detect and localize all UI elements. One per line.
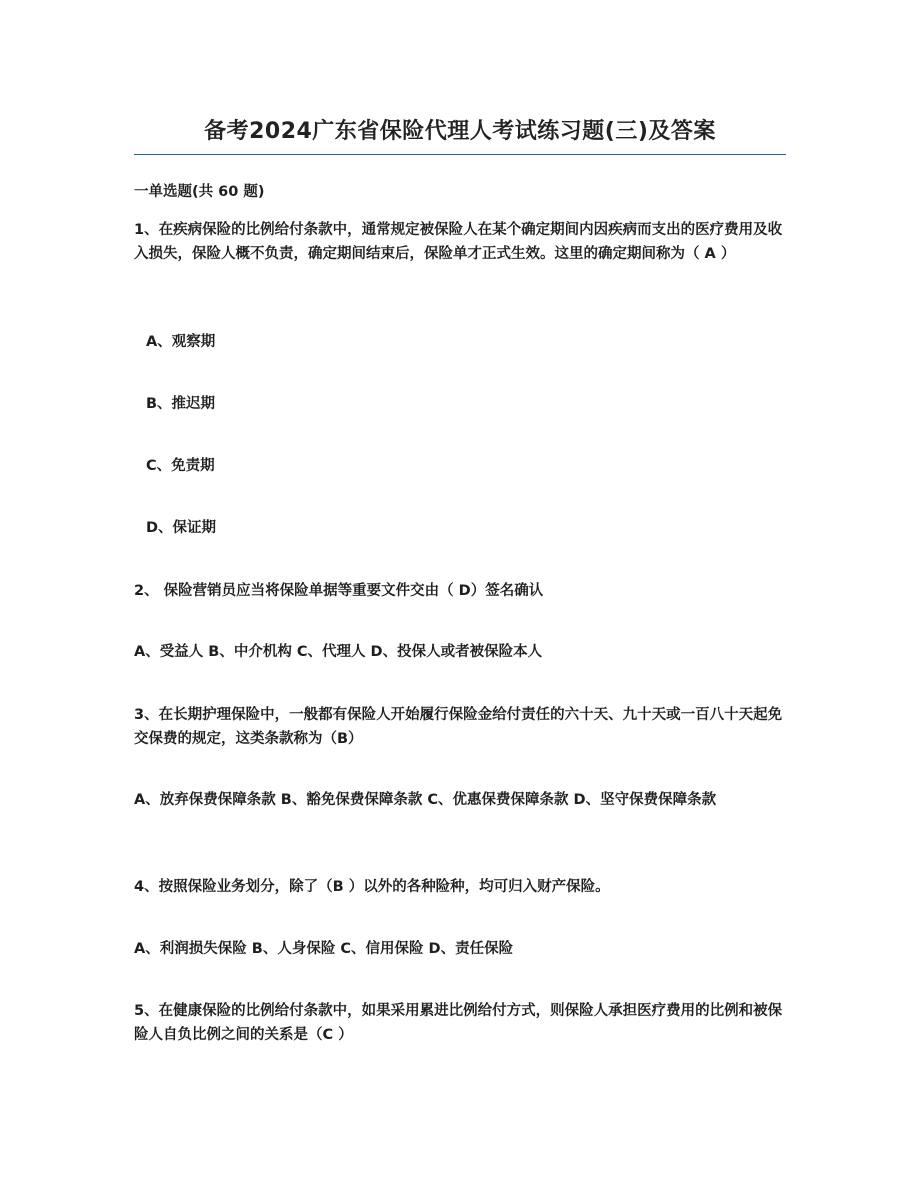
question-4-options: A、利润损失保险 B、人身保险 C、信用保险 D、责任保险 — [134, 941, 514, 957]
section-heading: 一单选题(共 60 题) — [134, 184, 265, 200]
question-1-option-b: B、推迟期 — [146, 396, 216, 412]
question-4-text: 4、按照保险业务划分，除了（B ）以外的各种险种，均可归入财产保险。 — [134, 879, 610, 895]
question-1-option-d: D、保证期 — [146, 520, 217, 536]
question-2-text: 2、 保险营销员应当将保险单据等重要文件交由（ D）签名确认 — [134, 583, 544, 599]
page-title: 备考2024广东省保险代理人考试练习题(三)及答案 — [204, 119, 716, 144]
question-1-option-a: A、观察期 — [146, 334, 216, 350]
question-2-options: A、受益人 B、中介机构 C、代理人 D、投保人或者被保险本人 — [134, 644, 543, 660]
question-3-text: 3、在长期护理保险中，一般都有保险人开始履行保险金给付责任的六十天、九十天或一百八十天起免交保费的规定，这类条款称为（B） — [134, 707, 783, 747]
question-3-options: A、放弃保费保障条款 B、豁免保费保障条款 C、优惠保费保障条款 D、坚守保费保障条款 — [134, 792, 717, 808]
title-divider — [134, 154, 786, 155]
question-1-text: 1、在疾病保险的比例给付条款中，通常规定被保险人在某个确定期间内因疾病而支出的医疗费用及收入损失，保险人概不负责，确定期间结束后，保险单才正式生效。这里的确定期间称为（ A ） — [134, 222, 783, 262]
question-1-option-c: C、免责期 — [146, 458, 215, 474]
question-5-text: 5、在健康保险的比例给付条款中，如果采用累进比例给付方式，则保险人承担医疗费用的比例和被保险人自负比例之间的关系是（C ） — [134, 1003, 783, 1043]
